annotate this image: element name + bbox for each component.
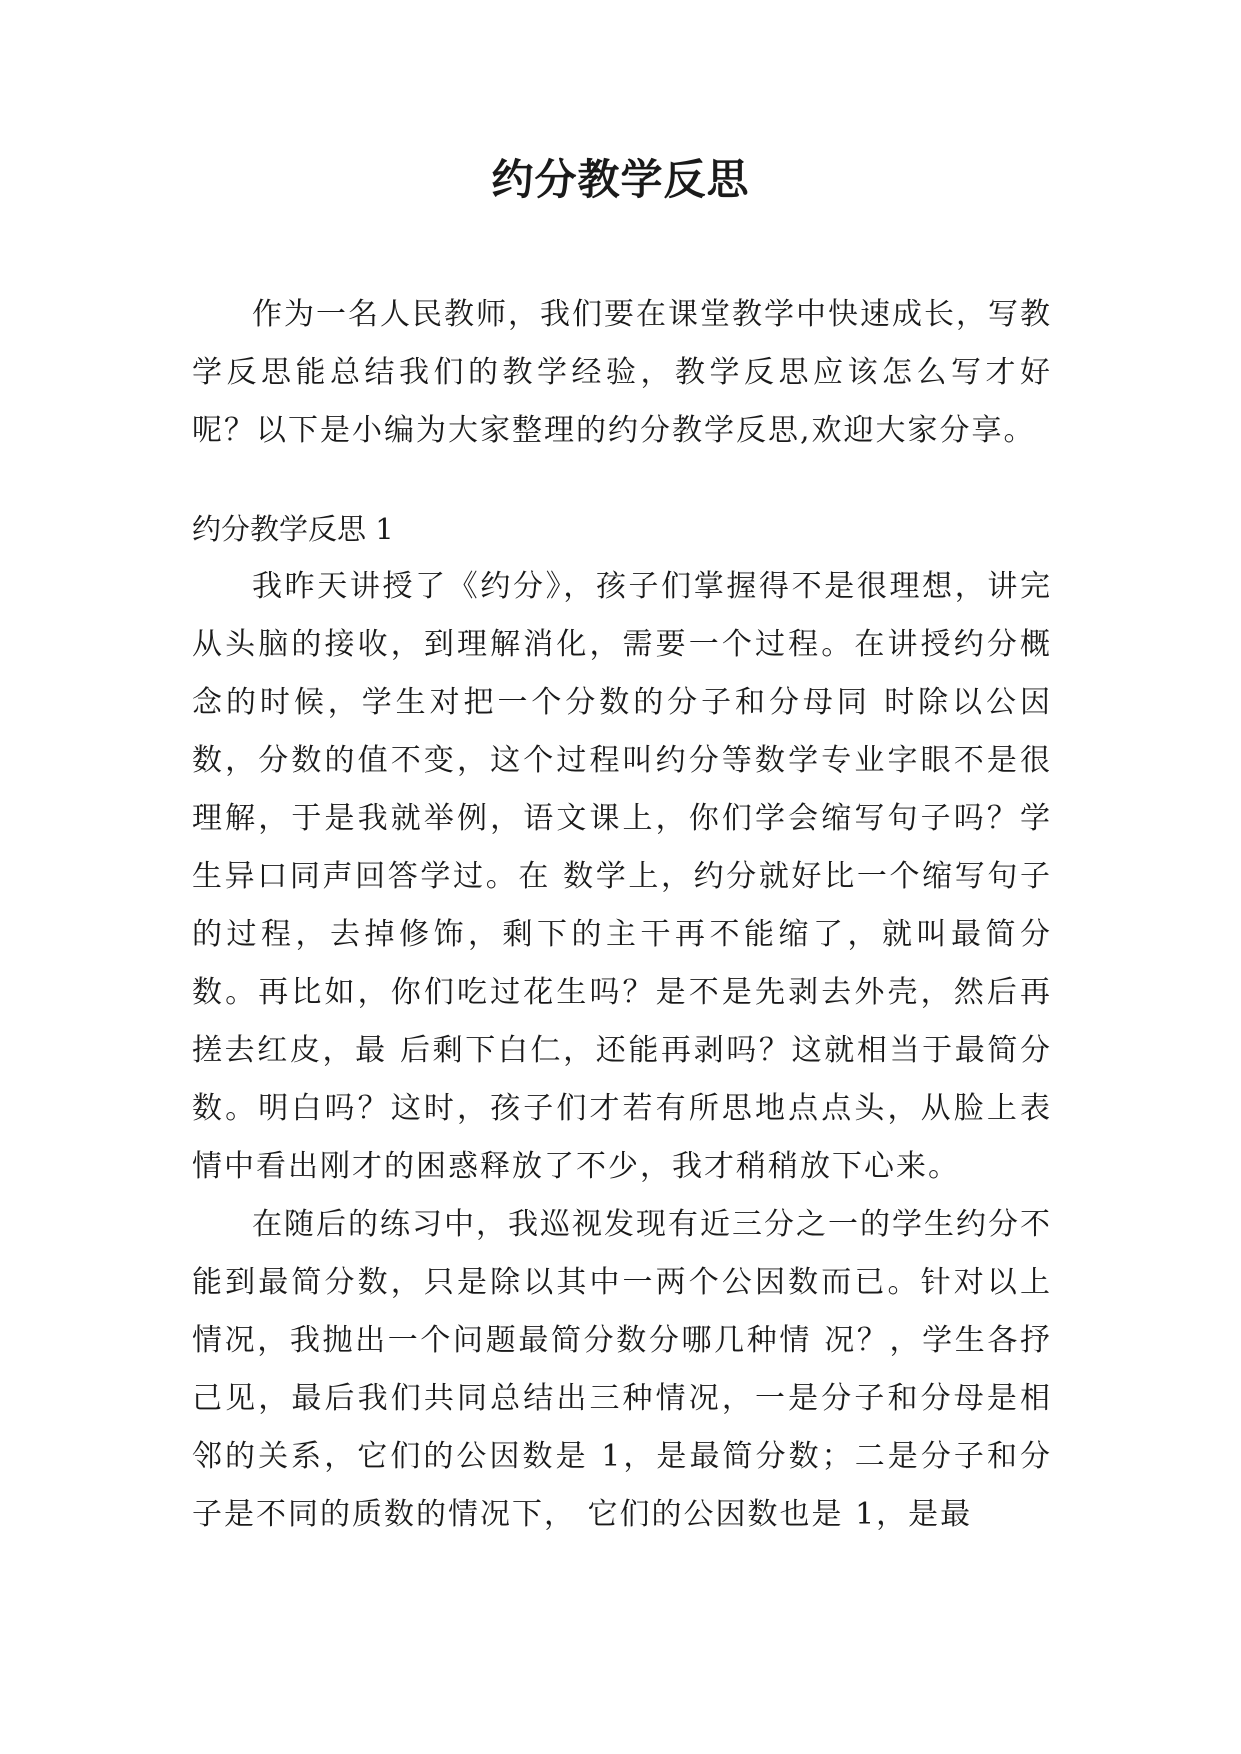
intro-paragraph: 作为一名人民教师，我们要在课堂教学中快速成长，写教学反思能总结我们的教学经验，教学反思应该怎么写才好呢？以下是小编为大家整理的约分教学反思,欢迎大家分享。 (192, 297, 1052, 448)
section-paragraph: 我昨天讲授了《约分》，孩子们掌握得不是很理想，讲完从头脑的接收，到理解消化，需要一个过程。在讲授约分概念的时候，学生对把一个分数的分子和分母同 时除以公因数，分数的值不变，这个过程叫约分等数学专业字眼不是很理解，于是我就举例，语文课上，你们学会缩写句子吗？学生异口同声回答学过。在 数学上，约分就好比一个缩写句子的过程，去掉修饰，剩下的主干再不能缩了，就叫最简分数。再比如，你们吃过花生吗？是不是先剥去外壳，然后再搓去红皮，最 后剩下白仁，还能再剥吗？这就相当于最简分数。明白吗？这时，孩子们才若有所思地点点头，从脸上表情中看出刚才的困惑释放了不少，我才稍稍放下心来。 (192, 569, 1052, 1184)
document-title: 约分教学反思 (491, 155, 750, 204)
section-heading: 约分教学反思 1 (192, 512, 394, 546)
section-paragraph: 在随后的练习中，我巡视发现有近三分之一的学生约分不能到最简分数，只是除以其中一两个公因数而已。针对以上情况，我抛出一个问题最简分数分哪几种情 况？，学生各抒己见，最后我们共同总结出三种情况，一是分子和分母是相邻的关系，它们的公因数是 1，是最简分数；二是分子和分子是不同的质数的情况下， 它们的公因数也是 1，是最 (192, 1207, 1052, 1532)
section-1 (192, 500, 1052, 1544)
document-body (192, 286, 1052, 1544)
